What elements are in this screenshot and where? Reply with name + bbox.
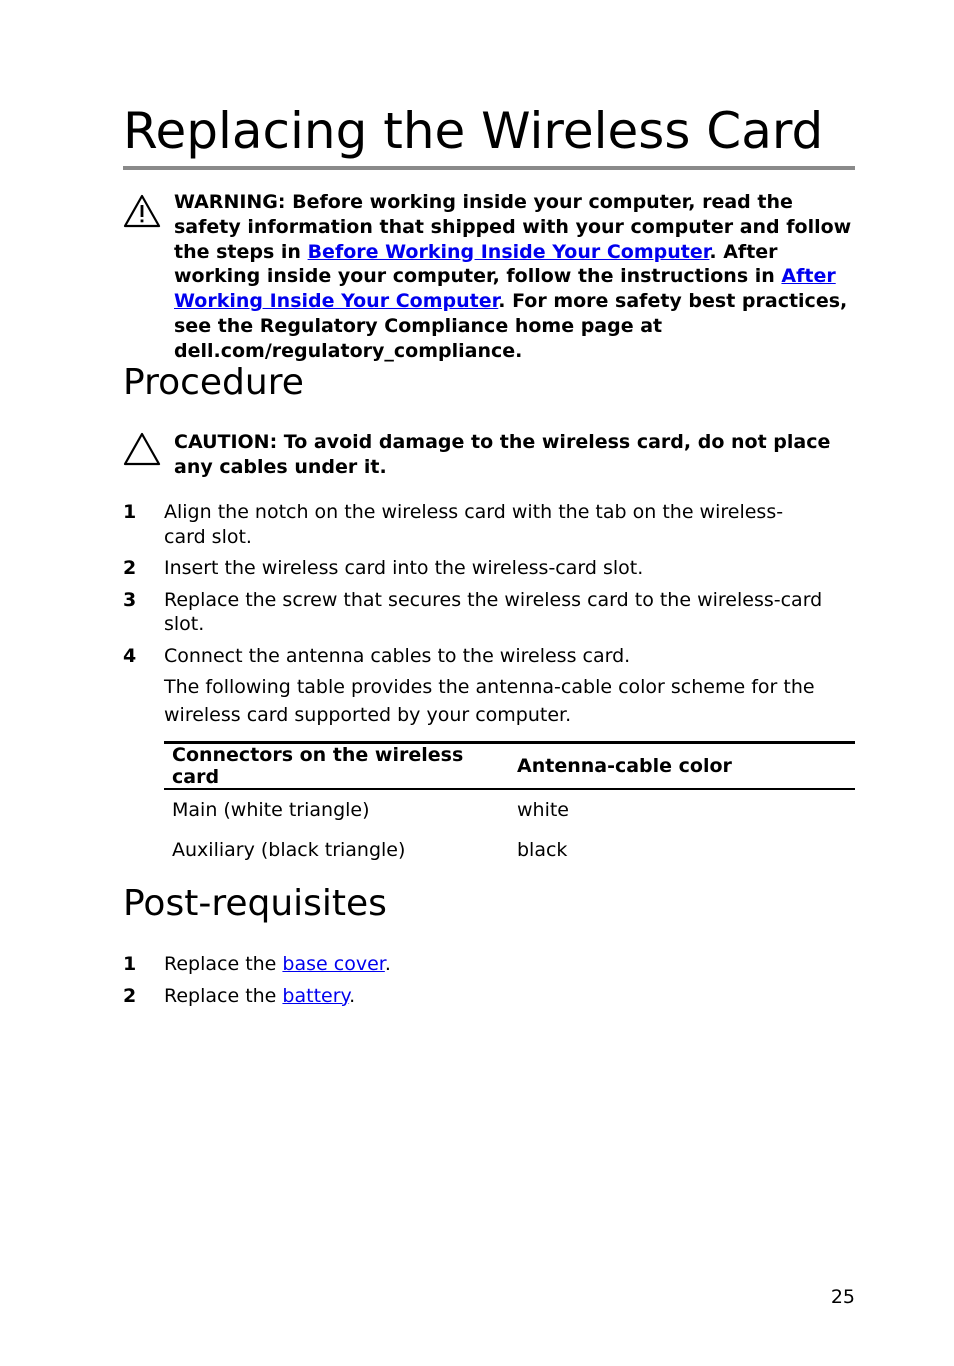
step-number: 2 bbox=[123, 557, 137, 579]
page-number: 25 bbox=[830, 1286, 855, 1308]
post-requisite-steps bbox=[123, 952, 823, 1008]
step-number: 4 bbox=[123, 644, 137, 667]
list-item bbox=[123, 588, 823, 637]
step-text: Connect the antenna cables to the wireless card. bbox=[164, 644, 631, 667]
warning-icon bbox=[123, 194, 161, 228]
step-number: 3 bbox=[123, 588, 137, 611]
table-cell: black bbox=[517, 838, 568, 861]
list-item bbox=[123, 984, 823, 1009]
step-text: Replace the base cover. bbox=[164, 953, 391, 975]
link-battery[interactable]: battery bbox=[282, 984, 350, 1007]
table-intro: The following table provides the antenna-cable color scheme for the wireless card supported by your computer. bbox=[164, 676, 815, 726]
table-header: Antenna-cable color bbox=[509, 743, 855, 790]
antenna-cable-table bbox=[164, 741, 855, 870]
list-item bbox=[123, 952, 823, 977]
step-number: 1 bbox=[123, 953, 137, 975]
link-base-cover[interactable]: base cover bbox=[282, 953, 385, 975]
table-cell: Main (white triangle) bbox=[172, 798, 370, 821]
table-cell: Auxiliary (black triangle) bbox=[172, 838, 406, 861]
caution-notice bbox=[123, 430, 855, 480]
step-text: Replace the screw that secures the wireless card to the wireless-card slot. bbox=[164, 588, 823, 635]
step-number: 1 bbox=[123, 501, 137, 523]
list-item bbox=[123, 556, 823, 581]
step-text: Insert the wireless card into the wireless-card slot. bbox=[164, 557, 644, 579]
procedure-steps bbox=[123, 500, 823, 668]
page-title: Replacing the Wireless Card bbox=[123, 100, 855, 170]
caution-text: CAUTION: To avoid damage to the wireless card, do not place any cables under it. bbox=[174, 431, 831, 478]
table-cell: white bbox=[517, 798, 569, 821]
list-item bbox=[123, 644, 823, 669]
procedure-heading: Procedure bbox=[123, 362, 304, 403]
step-text: Align the notch on the wireless card with the tab on the wireless-card slot. bbox=[164, 501, 784, 548]
link-after-working[interactable]: After Working Inside Your Computer bbox=[174, 265, 836, 313]
table-row bbox=[164, 829, 855, 870]
table-header: Connectors on the wireless card bbox=[164, 743, 509, 790]
warning-text: WARNING: Before working inside your computer, read the safety information that shipped with your computer and follow the steps in Before Working Inside Your Computer. After working inside your computer, follow the instructions in After Working Inside Your Computer. For more safety best practices, see the Regulatory Compliance home page at dell.com/regulatory_compliance. bbox=[174, 191, 852, 362]
step-number: 2 bbox=[123, 984, 137, 1007]
link-before-working[interactable]: Before Working Inside Your Computer bbox=[307, 240, 710, 263]
step-text: Replace the battery. bbox=[164, 984, 356, 1007]
post-requisites-heading: Post-requisites bbox=[123, 883, 387, 924]
caution-icon bbox=[123, 432, 161, 466]
table-row bbox=[164, 789, 855, 829]
warning-notice bbox=[123, 190, 855, 364]
list-item bbox=[123, 500, 823, 549]
